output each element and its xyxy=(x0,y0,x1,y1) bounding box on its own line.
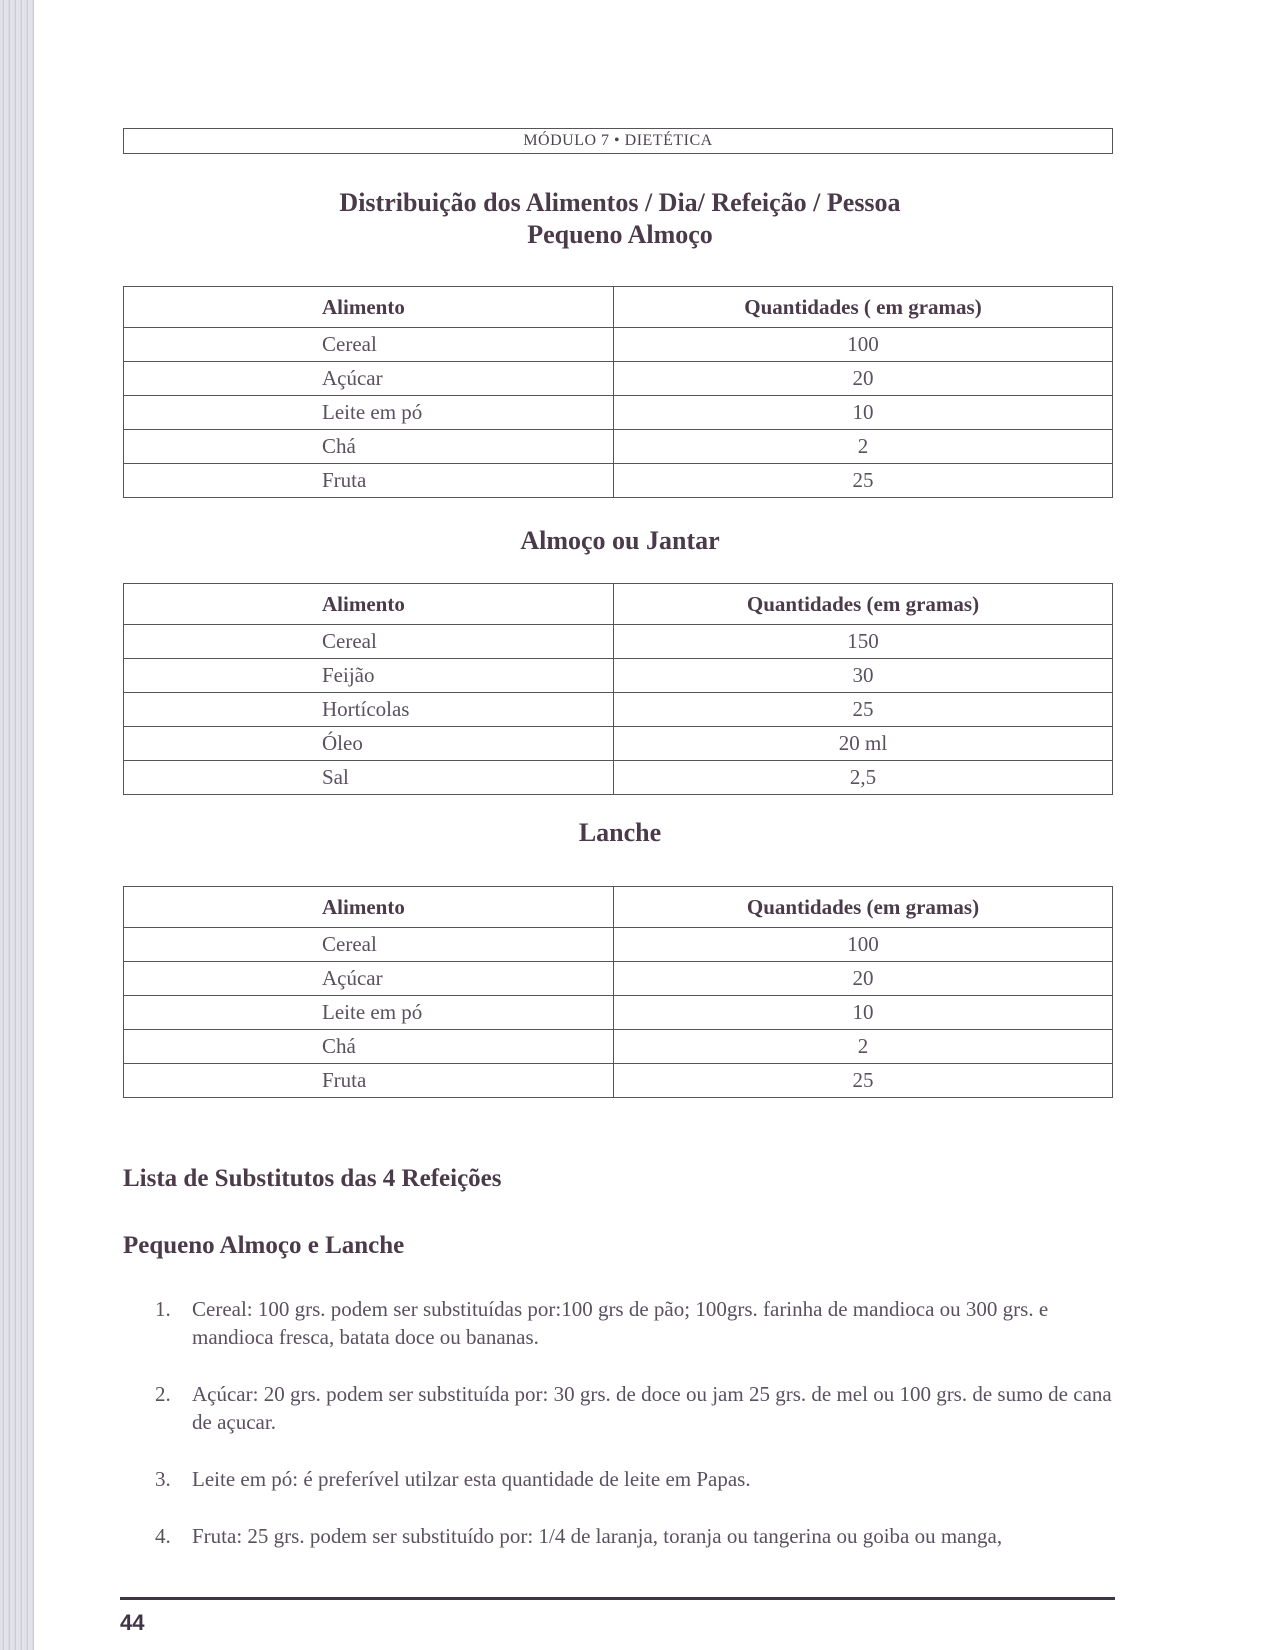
list-item-number: 1. xyxy=(155,1297,171,1321)
food-quantity: 20 ml xyxy=(614,727,1113,761)
food-name: Leite em pó xyxy=(124,996,614,1030)
table-header-row xyxy=(124,287,1113,328)
food-name: Leite em pó xyxy=(124,396,614,430)
food-quantity: 30 xyxy=(614,659,1113,693)
food-name: Óleo xyxy=(124,727,614,761)
substitutes-list xyxy=(150,1295,1115,1579)
table-row xyxy=(124,625,1113,659)
table-row xyxy=(124,659,1113,693)
food-name: Açúcar xyxy=(124,962,614,996)
food-name: Chá xyxy=(124,1030,614,1064)
section-title-almoco-jantar: Almoço ou Jantar xyxy=(520,526,720,555)
column-header-alimento: Alimento xyxy=(124,584,614,625)
column-header-alimento: Alimento xyxy=(124,887,614,928)
substitutes-heading: Lista de Substitutos das 4 Refeições xyxy=(123,1165,502,1192)
table-row xyxy=(124,464,1113,498)
food-quantity: 2,5 xyxy=(614,761,1113,795)
table-row xyxy=(124,996,1113,1030)
food-quantity: 2 xyxy=(614,430,1113,464)
food-name: Hortícolas xyxy=(124,693,614,727)
food-quantity: 25 xyxy=(614,464,1113,498)
module-header xyxy=(123,128,1113,154)
table-row xyxy=(124,962,1113,996)
table-row xyxy=(124,727,1113,761)
food-name: Cereal xyxy=(124,928,614,962)
table-lanche xyxy=(123,886,1113,1098)
section-title-lanche: Lanche xyxy=(578,818,662,847)
table-row xyxy=(124,1064,1113,1098)
list-item xyxy=(150,1465,1115,1493)
food-name: Chá xyxy=(124,430,614,464)
substitutes-subheading: Pequeno Almoço e Lanche xyxy=(123,1232,405,1259)
page-number: 44 xyxy=(120,1610,145,1635)
table-almoco-jantar xyxy=(123,583,1113,795)
food-name: Feijão xyxy=(124,659,614,693)
food-name: Fruta xyxy=(124,1064,614,1098)
table-row xyxy=(124,1030,1113,1064)
list-item-number: 3. xyxy=(155,1467,171,1491)
column-header-quantidades: Quantidades (em gramas) xyxy=(614,584,1113,625)
column-header-alimento: Alimento xyxy=(124,287,614,328)
food-name: Cereal xyxy=(124,328,614,362)
list-item-number: 4. xyxy=(155,1524,171,1548)
table-row xyxy=(124,362,1113,396)
footer-divider xyxy=(120,1597,1115,1600)
table-pequeno-almoco xyxy=(123,286,1113,498)
food-quantity: 25 xyxy=(614,693,1113,727)
table-header-row xyxy=(124,887,1113,928)
food-quantity: 20 xyxy=(614,962,1113,996)
food-name: Cereal xyxy=(124,625,614,659)
list-item-text: Leite em pó: é preferível utilzar esta quantidade de leite em Papas. xyxy=(192,1467,751,1491)
food-quantity: 25 xyxy=(614,1064,1113,1098)
table-row xyxy=(124,430,1113,464)
food-quantity: 10 xyxy=(614,996,1113,1030)
food-quantity: 100 xyxy=(614,928,1113,962)
food-name: Sal xyxy=(124,761,614,795)
list-item xyxy=(150,1380,1115,1436)
food-quantity: 20 xyxy=(614,362,1113,396)
list-item-text: Açúcar: 20 grs. podem ser substituída por: 30 grs. de doce ou jam 25 grs. de mel ou 100 grs. de sumo de cana de açucar. xyxy=(192,1382,1112,1434)
list-item xyxy=(150,1295,1115,1351)
table-row xyxy=(124,761,1113,795)
module-header-text: MÓDULO 7 • DIETÉTICA xyxy=(523,132,713,149)
list-item xyxy=(150,1522,1115,1550)
table-row xyxy=(124,693,1113,727)
list-item-text: Fruta: 25 grs. podem ser substituído por: 1/4 de laranja, toranja ou tangerina ou goiba ou manga, xyxy=(192,1524,1003,1548)
column-header-quantidades: Quantidades (em gramas) xyxy=(614,887,1113,928)
food-quantity: 10 xyxy=(614,396,1113,430)
food-quantity: 150 xyxy=(614,625,1113,659)
list-item-number: 2. xyxy=(155,1382,171,1406)
food-name: Açúcar xyxy=(124,362,614,396)
table-header-row xyxy=(124,584,1113,625)
list-item-text: Cereal: 100 grs. podem ser substituídas por:100 grs de pão; 100grs. farinha de mandioca ou 300 grs. e mandioca fresca, batata doce ou bananas. xyxy=(192,1297,1049,1349)
section-title-pequeno-almoco: Pequeno Almoço xyxy=(527,220,713,249)
table-row xyxy=(124,928,1113,962)
food-name: Fruta xyxy=(124,464,614,498)
table-row xyxy=(124,328,1113,362)
food-quantity: 100 xyxy=(614,328,1113,362)
food-quantity: 2 xyxy=(614,1030,1113,1064)
page-title: Distribuição dos Alimentos / Dia/ Refeição / Pessoa xyxy=(339,188,901,217)
column-header-quantidades: Quantidades ( em gramas) xyxy=(614,287,1113,328)
table-row xyxy=(124,396,1113,430)
